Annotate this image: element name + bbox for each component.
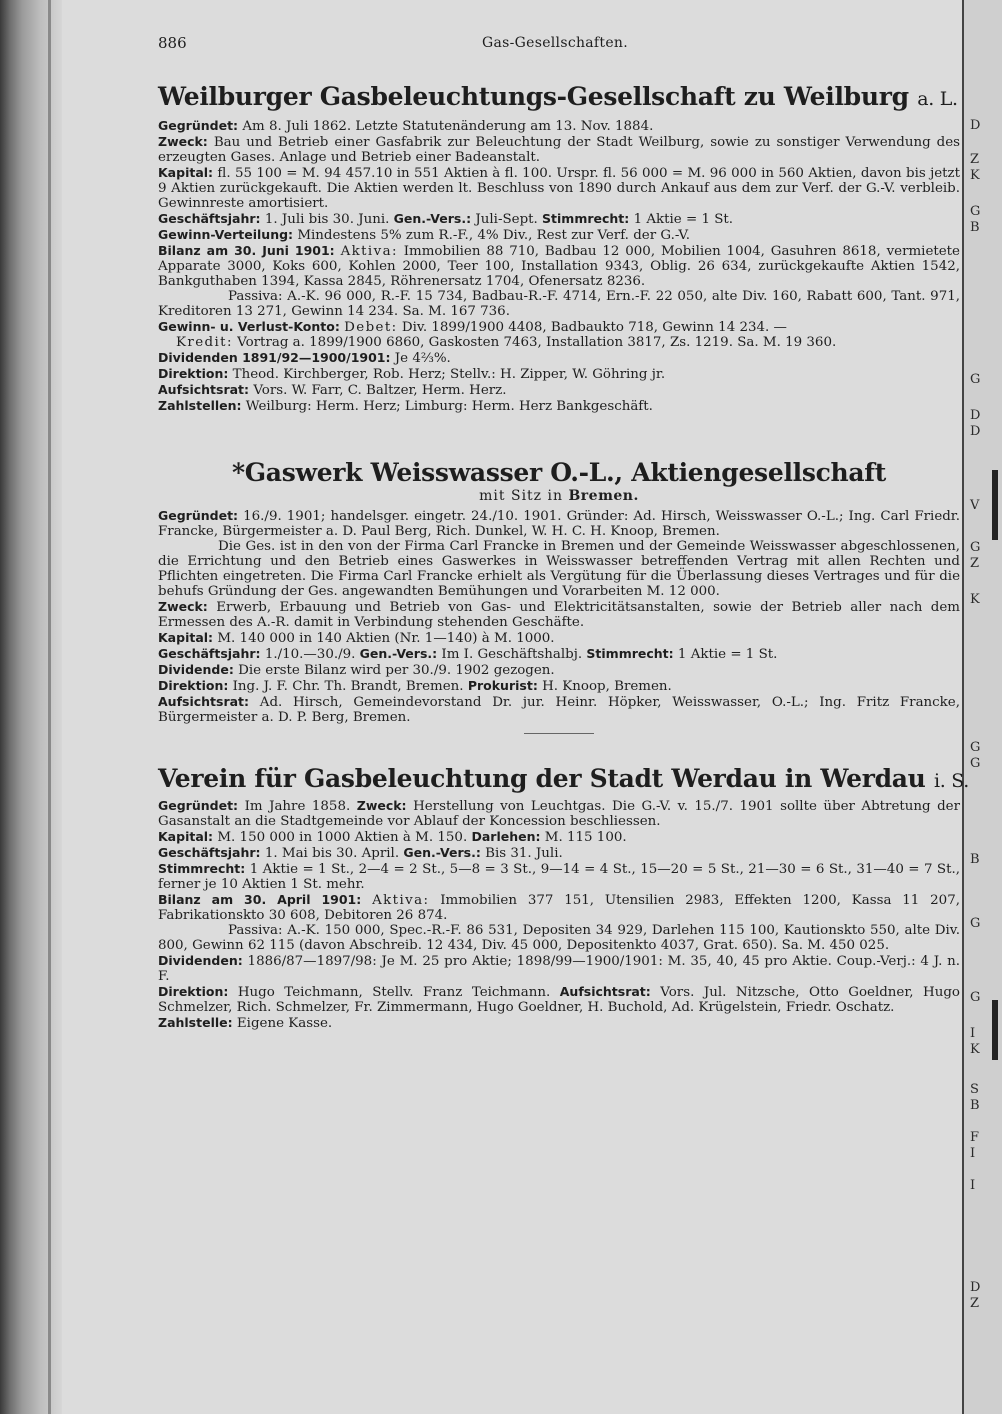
edge-letter: G — [970, 540, 981, 555]
purpose-line — [158, 599, 960, 630]
field-label: Gegründet: — [158, 798, 239, 813]
voting-rights-line — [158, 861, 960, 892]
field-label: Zahlstelle: — [158, 1015, 233, 1030]
adjacent-page-edge — [962, 0, 1002, 1414]
field-sublabel: Kredit: — [176, 335, 233, 350]
field-value: Herstellung von Leuchtgas. Die G.-V. v. 15./7. 1901 sollte über Abtretung der Gasanstalt an die Stadtgemeinde vor Ablauf der Koncession beschliessen. — [158, 799, 960, 829]
founded-line — [158, 508, 960, 539]
edge-mark — [992, 470, 998, 540]
edge-letter: V — [970, 498, 980, 513]
field-label: Stimmrecht: — [542, 211, 630, 226]
field-label: Gen.-Vers.: — [403, 845, 481, 860]
edge-mark — [992, 1000, 998, 1060]
edge-letter: K — [970, 592, 980, 607]
field-value: Weilburg: Herm. Herz; Limburg: Herm. Herz Bankgeschäft. — [245, 399, 653, 414]
supervisory-board-line — [158, 694, 960, 725]
field-value: 16./9. 1901; handelsger. eingetr. 24./10. 1901. Gründer: Ad. Hirsch, Weisswasser O.-L.; Ing. Carl Friedr. Francke, Bürgermeister a. D. Paul Berg, Rich. Dunkel, W. H. C. H. Knoop, Bremen. — [158, 509, 960, 539]
edge-letter: F — [970, 1130, 980, 1145]
capital-line — [158, 829, 960, 845]
field-value: A.-K. 150 000, Spec.-R.-F. 86 531, Depositen 34 929, Darlehen 115 100, Kautionskto 550, alte Div. 800, Gewinn 62 115 (davon Abschreib. 12 434, Div. 45 000, Depositenkto 4037, Grat. 650). Sa. M. 450 025. — [158, 923, 960, 953]
field-label: Zweck: — [356, 798, 407, 813]
edge-letter: G — [970, 990, 981, 1005]
field-value: 1. Mai bis 30. April. — [264, 846, 400, 861]
field-value: Vortrag a. 1899/1900 6860, Gaskosten 7463, Installation 3817, Zs. 1219. Sa. M. 19 360. — [237, 335, 837, 350]
field-label: Gegründet: — [158, 118, 239, 133]
field-label: Gewinn- u. Verlust-Konto: — [158, 319, 340, 334]
supervisory-board-line — [158, 382, 960, 398]
running-title: Gas-Gesellschaften. — [482, 35, 628, 51]
edge-letter: B — [970, 1098, 980, 1113]
field-label: Gewinn-Verteilung: — [158, 227, 294, 242]
field-label: Dividenden 1891/92—1900/1901: — [158, 350, 391, 365]
credit-line — [158, 335, 960, 350]
company-title — [158, 82, 960, 114]
field-label: Direktion: — [158, 678, 229, 693]
edge-letter: K — [970, 1042, 980, 1057]
field-value: fl. 55 100 = M. 94 457.10 in 551 Aktien à fl. 100. Urspr. fl. 56 000 = M. 96 000 in 560 Aktien, davon bis jetzt 9 Aktien zurückgekauft. Die Aktien werden lt. Beschluss von 1890 durch Ankauf aus dem zur Verf. der G.-V. verbleib. Gewinnreste amortisiert. — [158, 166, 960, 211]
company-entry-weisswasser — [158, 458, 960, 725]
seat-city: Bremen. — [568, 488, 639, 504]
field-label: Geschäftsjahr: — [158, 845, 261, 860]
field-value: Im Jahre 1858. — [244, 799, 351, 814]
field-value: Immobilien 377 151, Utensilien 2983, Effekten 1200, Kassa 11 207, Fabrikationskto 30 608, Debitoren 26 874. — [158, 893, 960, 923]
management-line — [158, 366, 960, 382]
founded-line — [158, 118, 960, 134]
field-value: H. Knoop, Bremen. — [542, 679, 672, 694]
edge-letter: G — [970, 756, 981, 771]
edge-letter: G — [970, 740, 981, 755]
field-value: Ing. J. F. Chr. Th. Brandt, Bremen. — [232, 679, 464, 694]
fiscal-year-line — [158, 211, 960, 227]
field-value: Theod. Kirchberger, Rob. Herz; Stellv.: H. Zipper, W. Göhring jr. — [232, 367, 666, 382]
fiscal-year-line — [158, 646, 960, 662]
field-value: M. 140 000 in 140 Aktien (Nr. 1—140) à M. 1000. — [217, 631, 555, 646]
field-value: Im I. Geschäftshalbj. — [441, 647, 583, 662]
field-label: Geschäftsjahr: — [158, 211, 261, 226]
fiscal-year-line — [158, 845, 960, 861]
document-page — [158, 30, 970, 1031]
capital-line — [158, 165, 960, 211]
field-value: M. 115 100. — [544, 830, 627, 845]
dividends-line — [158, 350, 960, 366]
edge-letter: D — [970, 408, 981, 423]
edge-letter: B — [970, 220, 980, 235]
company-title-suffix: a. L. — [917, 88, 958, 110]
field-label: Gen.-Vers.: — [393, 211, 472, 226]
paying-agent-line — [158, 1015, 960, 1031]
purpose-line — [158, 134, 960, 165]
edge-letter: G — [970, 372, 981, 387]
company-seat — [158, 488, 960, 504]
contract-paragraph: Die Ges. ist in den von der Firma Carl Francke in Bremen und der Gemeinde Weisswasser abgeschlossenen, die Errichtung und den Betrieb eines Gaswerkes in Weisswasser betreffenden Vertrag mit allen Rechten und Pflichten eingetreten. Die Firma Carl Francke erhielt als Vergütung für die Überlassung dieses Vertrages und für die behufs Gründung der Ges. angewandten Bemühungen und Vorarbeiten M. 12 000. — [158, 539, 960, 599]
field-value: 1./10.—30./9. — [264, 647, 356, 662]
management-line — [158, 678, 960, 694]
field-value: Div. 1899/1900 4408, Badbaukto 718, Gewinn 14 234. — — [401, 320, 787, 335]
field-label: Kapital: — [158, 829, 214, 844]
field-value: Hugo Teichmann, Stellv. Franz Teichmann. — [237, 985, 551, 1000]
field-label: Darlehen: — [471, 829, 541, 844]
company-entry-werdau — [158, 764, 970, 1031]
field-label: Aufsichtsrat: — [559, 984, 651, 999]
field-value: Am 8. Juli 1862. Letzte Statutenänderung am 13. Nov. 1884. — [242, 119, 654, 134]
field-label: Direktion: — [158, 984, 229, 999]
field-label: Prokurist: — [467, 678, 538, 693]
field-value: Eigene Kasse. — [236, 1016, 333, 1031]
edge-letter: G — [970, 916, 981, 931]
company-title: *Gaswerk Weisswasser O.-L., Aktiengesellschaft — [231, 458, 887, 487]
field-label: Stimmrecht: — [158, 861, 246, 876]
edge-letter: D — [970, 118, 981, 133]
edge-letter: B — [970, 852, 980, 867]
liabilities-line — [158, 289, 960, 319]
field-value: A.-K. 96 000, R.-F. 15 734, Badbau-R.-F. 4714, Ern.-F. 22 050, alte Div. 160, Rabatt 600, Tant. 971, Kreditoren 13 271, Gewinn 14 234. Sa. M. 167 736. — [158, 289, 960, 319]
liabilities-line — [158, 923, 960, 953]
edge-letter: Z — [970, 1296, 980, 1311]
field-value: Je 4⅔%. — [394, 351, 451, 366]
field-label: Dividende: — [158, 662, 234, 677]
company-entry-weilburg — [158, 82, 960, 414]
company-title-suffix: i. S. — [933, 770, 970, 792]
field-label: Gen.-Vers.: — [359, 646, 438, 661]
field-value: 1 Aktie = 1 St., 2—4 = 2 St., 5—8 = 3 St., 9—14 = 4 St., 15—20 = 5 St., 21—30 = 6 St., 31—40 = 7 St., ferner je 10 Aktien 1 St. mehr. — [158, 862, 960, 892]
profit-loss-line — [158, 319, 960, 335]
field-value: 1 Aktie = 1 St. — [677, 647, 778, 662]
field-sublabel: Aktiva: — [372, 893, 430, 908]
edge-letter: D — [970, 424, 981, 439]
seat-prefix: mit Sitz in — [479, 488, 563, 504]
edge-letter: G — [970, 204, 981, 219]
field-label: Direktion: — [158, 366, 229, 381]
edge-letter: Z — [970, 556, 980, 571]
company-title — [158, 764, 970, 796]
field-value: Immobilien 88 710, Badbau 12 000, Mobilien 1004, Gasuhren 8618, vermietete Apparate 3000, Koks 600, Kohlen 2000, Teer 100, Installation 9343, Oblig. 26 634, zurückgekaufte Aktien 1542, Bankguthaben 1394, Kassa 2845, Röhrenersatz 1704, Ofenersatz 8236. — [158, 244, 960, 289]
balance-line — [158, 243, 960, 289]
book-binding-shadow — [0, 0, 62, 1414]
edge-letter: D — [970, 1280, 981, 1295]
edge-letter: S — [970, 1082, 979, 1097]
field-sublabel: Debet: — [344, 320, 398, 335]
page-number: 886 — [158, 34, 187, 52]
profit-distribution-line — [158, 227, 960, 243]
field-value: Vors. W. Farr, C. Baltzer, Herm. Herz. — [253, 383, 507, 398]
field-value: Juli-Sept. — [475, 212, 538, 227]
founded-line — [158, 798, 960, 829]
management-line — [158, 984, 960, 1015]
field-label: Kapital: — [158, 630, 214, 645]
dividends-line — [158, 953, 960, 984]
field-label: Zweck: — [158, 599, 208, 614]
edge-letter: K — [970, 168, 980, 183]
company-title-text: Weilburger Gasbeleuchtungs-Gesellschaft zu Weilburg — [158, 82, 909, 111]
field-label: Geschäftsjahr: — [158, 646, 261, 661]
field-label: Zahlstellen: — [158, 398, 242, 413]
field-value: Mindestens 5% zum R.-F., 4% Div., Rest zur Verf. der G.-V. — [297, 228, 690, 243]
edge-letter: I — [970, 1146, 976, 1161]
field-sublabel: Passiva: — [228, 289, 283, 304]
edge-letter: I — [970, 1178, 976, 1193]
field-label: Zweck: — [158, 134, 208, 149]
field-label: Stimmrecht: — [586, 646, 674, 661]
field-value: Erwerb, Erbauung und Betrieb von Gas- und Elektricitätsanstalten, sowie der Betrieb aller nach dem Ermessen des A.-R. damit in Verbindung stehenden Geschäfte. — [158, 600, 960, 630]
field-value: Die erste Bilanz wird per 30./9. 1902 gezogen. — [238, 663, 555, 678]
field-value: 1 Aktie = 1 St. — [633, 212, 734, 227]
balance-line — [158, 892, 960, 923]
field-sublabel: Aktiva: — [340, 244, 398, 259]
section-separator — [524, 733, 594, 734]
field-value: Vors. Jul. Nitzsche, Otto Goeldner, Hugo Schmelzer, Rich. Schmelzer, Fr. Zimmermann, Hugo Goeldner, H. Buchold, Ad. Krügelstein, Friedr. Oschatz. — [158, 985, 960, 1015]
paying-agents-line — [158, 398, 960, 414]
running-head — [158, 30, 960, 54]
field-label: Dividenden: — [158, 953, 243, 968]
company-title-text: Verein für Gasbeleuchtung der Stadt Werdau in Werdau — [158, 764, 926, 793]
field-label: Bilanz am 30. Juni 1901: — [158, 243, 335, 258]
field-value: Bis 31. Juli. — [485, 846, 563, 861]
field-label: Kapital: — [158, 165, 214, 180]
field-label: Aufsichtsrat: — [158, 382, 250, 397]
dividend-line — [158, 662, 960, 678]
field-value: Bau und Betrieb einer Gasfabrik zur Beleuchtung der Stadt Weilburg, sowie zu sonstiger Verwendung des erzeugten Gases. Anlage und Betrieb einer Badeanstalt. — [158, 135, 960, 165]
field-value: Ad. Hirsch, Gemeindevorstand Dr. jur. Heinr. Höpker, Weisswasser, O.-L.; Ing. Fritz Francke, Bürgermeister a. D. P. Berg, Bremen. — [158, 695, 960, 725]
capital-line — [158, 630, 960, 646]
field-value: 1. Juli bis 30. Juni. — [264, 212, 390, 227]
field-label: Aufsichtsrat: — [158, 694, 250, 709]
field-value: 1886/87—1897/98: Je M. 25 pro Aktie; 1898/99—1900/1901: M. 35, 40, 45 pro Aktie. Coup.-Verj.: 4 J. n. F. — [158, 954, 960, 984]
edge-letter: I — [970, 1026, 976, 1041]
field-label: Bilanz am 30. April 1901: — [158, 892, 362, 907]
edge-letter: Z — [970, 152, 980, 167]
field-sublabel: Passiva: — [228, 923, 283, 938]
field-label: Gegründet: — [158, 508, 239, 523]
field-value: M. 150 000 in 1000 Aktien à M. 150. — [217, 830, 468, 845]
